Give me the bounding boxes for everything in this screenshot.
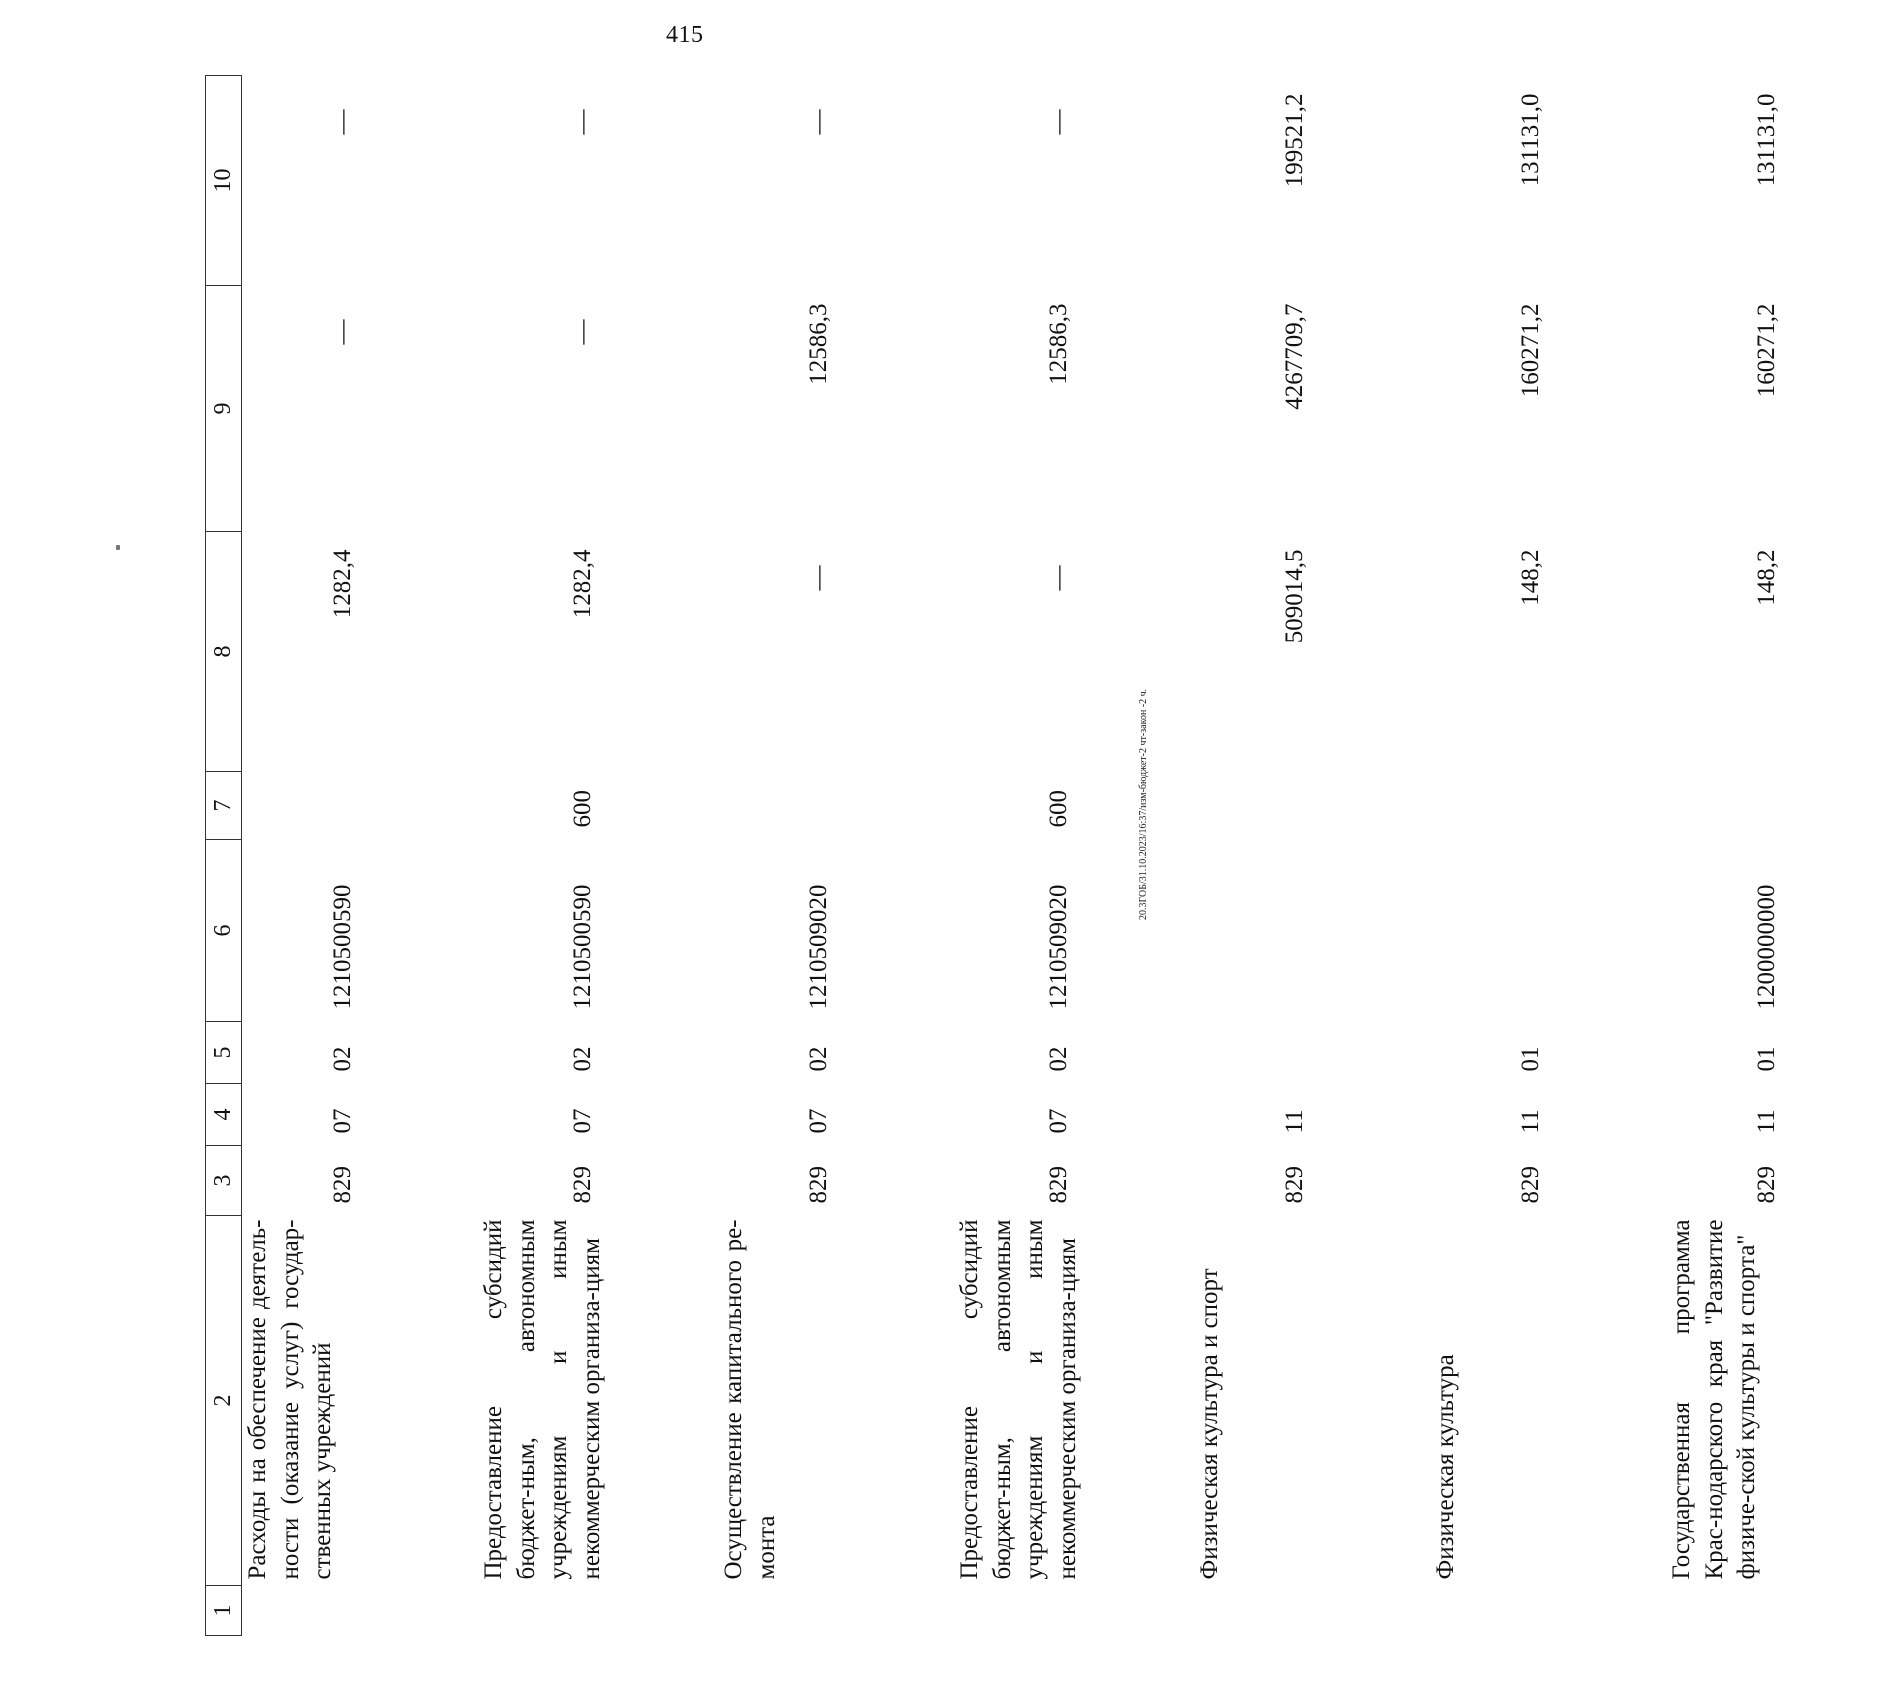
cell-expense-type: 600: [569, 790, 596, 828]
column-header: 3: [206, 1146, 242, 1216]
cell-ministry: 829: [805, 1166, 832, 1204]
cell-name: Расходы на обеспечение деятель-ности (оказание услуг) государ-ственных учреждений: [244, 1219, 336, 1580]
column-header: 5: [206, 1022, 242, 1084]
cell-name: Осуществление капитального ре-монта: [720, 1219, 780, 1580]
cell-section: 11: [1281, 1109, 1308, 1134]
column-header: 2: [206, 1216, 242, 1586]
cell-amount-8: —: [805, 565, 832, 591]
cell-amount-9: —: [569, 319, 596, 345]
cell-amount-10: —: [569, 109, 596, 135]
column-header: 8: [206, 532, 242, 772]
cell-expense-type: [718, 772, 954, 840]
cell-ministry: 829: [329, 1166, 356, 1204]
column-header: 1: [206, 1586, 242, 1636]
cell-section: 07: [805, 1108, 832, 1134]
cell-amount-9: 12586,3: [805, 303, 832, 385]
cell-subsection: 02: [329, 1046, 356, 1072]
cell-expense-type: [1194, 772, 1430, 840]
cell-section: 07: [329, 1108, 356, 1134]
table-row: [1666, 76, 1902, 1636]
cell-amount-9: —: [329, 319, 356, 345]
cell-section: 07: [569, 1108, 596, 1134]
cell-expense-type: [1430, 772, 1666, 840]
cell-rownum: [1430, 1586, 1666, 1636]
cell-target-article: 1210500590: [569, 884, 596, 1010]
cell-section: 11: [1753, 1109, 1780, 1134]
cell-rownum: [1666, 1586, 1902, 1636]
cell-rownum: [954, 1586, 1194, 1636]
cell-amount-10: —: [805, 109, 832, 135]
cell-amount-10: 131131,0: [1753, 93, 1780, 187]
column-header: 6: [206, 840, 242, 1022]
scan-speck: [116, 545, 120, 550]
cell-ministry: 829: [1517, 1166, 1544, 1204]
cell-amount-10: 199521,2: [1281, 93, 1308, 188]
cell-rownum: [242, 1586, 479, 1636]
table-row: [954, 76, 1194, 1636]
cell-target-article: 1210509020: [1045, 884, 1072, 1010]
cell-target-article: 1200000000: [1753, 884, 1780, 1010]
cell-amount-8: —: [1045, 565, 1072, 591]
cell-rownum: [478, 1586, 718, 1636]
cell-section: 11: [1517, 1109, 1544, 1134]
cell-amount-9: 4267709,7: [1281, 303, 1308, 410]
cell-name: Предоставление субсидий бюджет-ным, автономным учреждениям и иным некоммерческим организа-циям: [480, 1219, 605, 1580]
cell-name: Физическая культура: [1432, 1354, 1459, 1580]
cell-subsection: 01: [1517, 1046, 1544, 1072]
cell-expense-type: [242, 772, 479, 840]
cell-amount-8: 509014,5: [1281, 549, 1308, 644]
document-footer-code: 20.3ГОБ/31.10.2023/16:37/изм-бюджет-2 чт-закон -2 ч.: [1138, 688, 1149, 920]
cell-rownum: [718, 1586, 954, 1636]
cell-ministry: 829: [1281, 1166, 1308, 1204]
cell-name: Физическая культура и спорт: [1196, 1268, 1223, 1580]
cell-amount-8: 1282,4: [329, 549, 356, 619]
table-row: [1430, 76, 1666, 1636]
cell-amount-8: 148,2: [1517, 549, 1544, 606]
cell-subsection: [1194, 1022, 1430, 1084]
column-header: 10: [206, 76, 242, 286]
cell-name: Предоставление субсидий бюджет-ным, автономным учреждениям и иным некоммерческим организа-циям: [956, 1219, 1081, 1580]
cell-subsection: 02: [569, 1046, 596, 1072]
table-row: [242, 76, 479, 1636]
cell-rownum: [1194, 1586, 1430, 1636]
cell-amount-8: 148,2: [1753, 549, 1780, 606]
cell-expense-type: 600: [1045, 790, 1072, 828]
cell-subsection: 01: [1753, 1046, 1780, 1072]
cell-target-article: [1430, 840, 1666, 1022]
cell-amount-9: 12586,3: [1045, 303, 1072, 385]
page-number: 415: [666, 22, 704, 48]
cell-amount-10: —: [1045, 109, 1072, 135]
table-row: [718, 76, 954, 1636]
cell-target-article: 1210509020: [805, 884, 832, 1010]
cell-ministry: 829: [569, 1166, 596, 1204]
cell-amount-10: —: [329, 109, 356, 135]
column-header: 4: [206, 1084, 242, 1146]
column-header: 7: [206, 772, 242, 840]
column-number-header: [206, 76, 242, 1636]
column-header: 9: [206, 286, 242, 532]
cell-target-article: [1194, 840, 1430, 1022]
cell-target-article: 1210500590: [329, 884, 356, 1010]
cell-amount-9: 160271,2: [1753, 303, 1780, 398]
table-row: [478, 76, 718, 1636]
cell-subsection: 02: [805, 1046, 832, 1072]
table-row: [1194, 76, 1430, 1636]
cell-amount-8: 1282,4: [569, 549, 596, 619]
cell-section: 07: [1045, 1108, 1072, 1134]
cell-expense-type: [1666, 772, 1902, 840]
cell-name: Государственная программа Крас-нодарского края "Развитие физиче-ской культуры и спорта": [1668, 1219, 1760, 1580]
cell-amount-10: 131131,0: [1517, 93, 1544, 187]
cell-subsection: 02: [1045, 1046, 1072, 1072]
budget-table: [205, 75, 1902, 1636]
cell-ministry: 829: [1045, 1166, 1072, 1204]
cell-amount-9: 160271,2: [1517, 303, 1544, 398]
cell-ministry: 829: [1753, 1166, 1780, 1204]
